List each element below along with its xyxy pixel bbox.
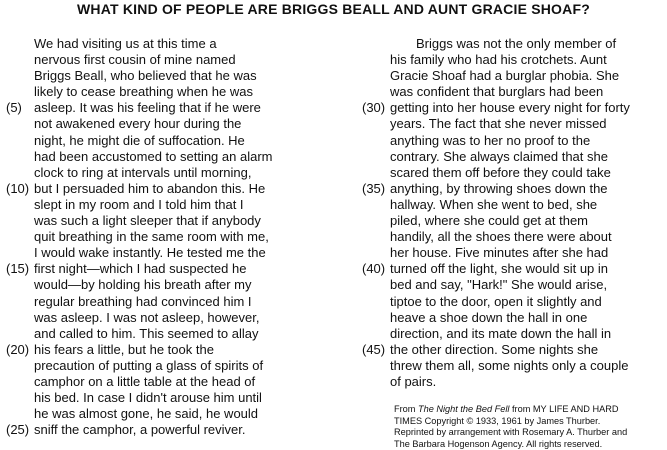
line-text: sniff the camphor, a powerful reviver. [34,422,245,437]
line-text: he was almost gone, he said, he would [34,406,258,421]
right-column-line [390,277,630,293]
right-column-line [390,36,630,52]
line-text: would—by holding his breath after my [34,277,252,292]
left-column-line [34,261,272,277]
source-credit [394,404,627,450]
line-text: contrary. She always claimed that she [390,149,608,164]
line-text: his family who had his crotchets. Aunt [390,52,607,67]
line-text: clock to ring at intervals until morning, [34,165,251,180]
line-text: quit breathing in the same room with me, [34,229,269,244]
line-text: Briggs was not the only member of [416,36,616,51]
line-text: first night—which I had suspected he [34,261,246,276]
line-number: (10) [6,181,32,197]
line-text: was such a light sleeper that if anybody [34,213,261,228]
line-text: precaution of putting a glass of spirits of [34,358,263,373]
line-text: Briggs Beall, who believed that he was [34,68,257,83]
left-column-line [34,213,272,229]
right-column-line [390,149,630,165]
line-text: had been accustomed to setting an alarm [34,149,272,164]
left-column-line [34,181,272,197]
right-column-line [390,116,630,132]
line-text: camphor on a little table at the head of [34,374,255,389]
line-number: (45) [362,342,388,358]
right-column-line [390,326,630,342]
left-column-line [34,149,272,165]
right-column-line [390,52,630,68]
line-text: and called to him. This seemed to allay [34,326,259,341]
left-column-line [34,100,272,116]
line-text: regular breathing had convinced him I [34,294,252,309]
line-text: asleep. It was his feeling that if he were [34,100,261,115]
right-column-line [390,165,630,181]
left-column-line [34,390,272,406]
line-text: not awakened every hour during the [34,116,241,131]
line-text: getting into her house every night for forty [390,100,630,115]
line-text: scared them off before they could take [390,165,611,180]
right-column-line [390,213,630,229]
line-text: her house. Five minutes after she had [390,245,608,260]
right-column-line [390,245,630,261]
passage-title: WHAT KIND OF PEOPLE ARE BRIGGS BEALL AND AUNT GRACIE SHOAF? [0,0,667,18]
credit-line-4: The Barbara Hogenson Agency. All rights reserved. [394,439,627,450]
right-column-line [390,181,630,197]
left-column-line [34,358,272,374]
line-text: night, he might die of suffocation. He [34,133,245,148]
right-column-line [390,84,630,100]
left-column-line [34,422,272,438]
line-text: handily, all the shoes there were about [390,229,612,244]
left-column-line [34,342,272,358]
left-column-line [34,229,272,245]
line-number: (20) [6,342,32,358]
line-text: of pairs. [390,374,436,389]
line-text: but I persuaded him to abandon this. He [34,181,265,196]
left-column-line [34,197,272,213]
line-text: threw them all, some nights only a couple [390,358,628,373]
left-column-line [34,310,272,326]
left-text-column [34,36,272,438]
credit-book-title: The Night the Bed Fell [418,404,509,414]
line-text: I would wake instantly. He tested me the [34,245,266,260]
left-column-line [34,326,272,342]
right-column-line [390,374,630,390]
left-column-line [34,84,272,100]
credit-line1-rest: from MY LIFE AND HARD [509,404,618,414]
line-text: his fears a little, but he took the [34,342,214,357]
right-text-column [390,36,630,390]
line-text: turned off the light, she would sit up in [390,261,608,276]
left-column-line [34,277,272,293]
right-column-line [390,229,630,245]
line-text: nervous first cousin of mine named [34,52,236,67]
line-number: (35) [362,181,388,197]
left-column-line [34,165,272,181]
line-text: was confident that burglars had been [390,84,603,99]
line-text: We had visiting us at this time a [34,36,217,51]
credit-line-3: Reprinted by arrangement with Rosemary A. Thurber and [394,427,627,439]
right-column-line [390,261,630,277]
right-column-line [390,310,630,326]
credit-line-1 [394,404,627,416]
line-text: bed and say, "Hark!" She would arise, [390,277,607,292]
line-text: his bed. In case I didn't arouse him until [34,390,262,405]
line-number: (25) [6,422,32,438]
line-text: was asleep. I was not asleep, however, [34,310,259,325]
line-number: (5) [6,100,32,116]
left-column-line [34,116,272,132]
line-text: anything, by throwing shoes down the [390,181,608,196]
credit-prefix: From [394,404,418,414]
left-column-line [34,374,272,390]
line-text: heave a shoe down the hall in one [390,310,587,325]
line-number: (30) [362,100,388,116]
right-column-line [390,68,630,84]
left-column-line [34,406,272,422]
left-column-line [34,133,272,149]
line-text: Gracie Shoaf had a burglar phobia. She [390,68,619,83]
line-text: likely to cease breathing when he was [34,84,253,99]
line-text: slept in my room and I told him that I [34,197,244,212]
left-column-line [34,36,272,52]
line-text: years. The fact that she never missed [390,116,607,131]
line-number: (40) [362,261,388,277]
right-column-line [390,197,630,213]
line-text: the other direction. Some nights she [390,342,598,357]
left-column-line [34,52,272,68]
line-text: direction, and its mate down the hall in [390,326,611,341]
credit-line-2: TIMES Copyright © 1933, 1961 by James Thurber. [394,416,627,428]
line-number: (15) [6,261,32,277]
right-column-line [390,358,630,374]
right-column-line [390,100,630,116]
line-text: anything was to her no proof to the [390,133,590,148]
line-text: tiptoe to the door, open it slightly and [390,294,602,309]
left-column-line [34,294,272,310]
right-column-line [390,342,630,358]
right-column-line [390,294,630,310]
left-column-line [34,68,272,84]
right-column-line [390,133,630,149]
line-text: hallway. When she went to bed, she [390,197,597,212]
line-text: piled, where she could get at them [390,213,588,228]
left-column-line [34,245,272,261]
